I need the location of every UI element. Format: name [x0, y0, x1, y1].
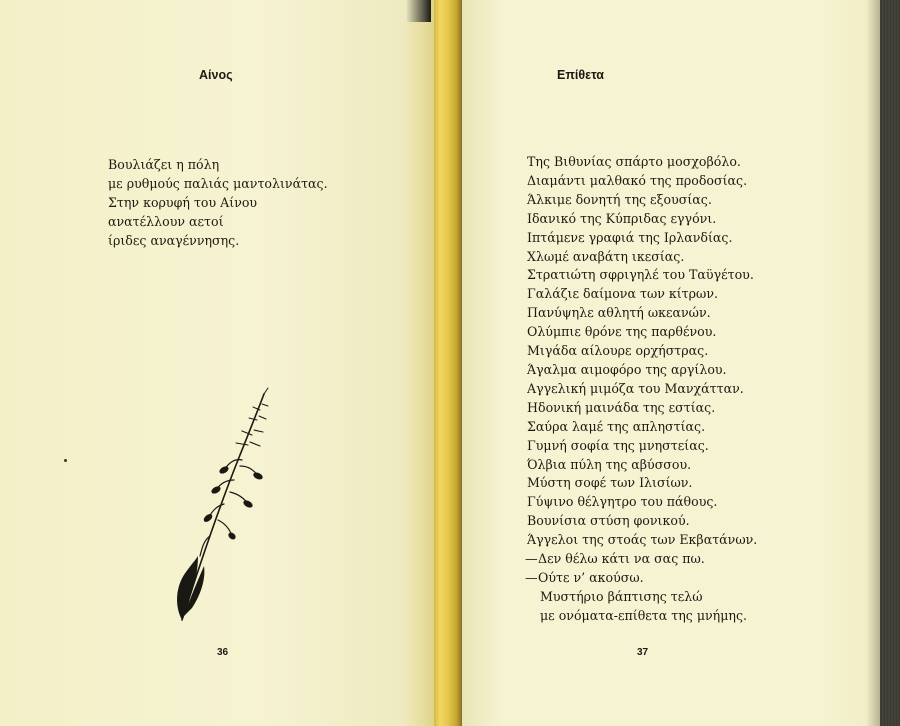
poem-line: Άλκιμε δονητή της εξουσίας. [527, 191, 712, 207]
closing-text: Μυστήριο βάπτισης τελώ [540, 588, 703, 604]
poem-line: ίριδες αναγέννησης. [108, 232, 240, 248]
poem-line: Σαύρα λαμέ της απληστίας. [527, 418, 706, 434]
poem-line: Ολύμπιε θρόνε της παρθένου. [527, 324, 717, 340]
dialogue-line [527, 569, 757, 588]
right-poem [527, 153, 757, 626]
ink-speck [64, 459, 67, 462]
book-spine [434, 0, 464, 726]
poem-line: Πανύψηλε αθλητή ωκεανών. [527, 305, 711, 321]
poem-line: Ηδονική μαινάδα της εστίας. [527, 399, 716, 415]
poem-line: Γύψινο θέλγητρο του πάθους. [527, 494, 718, 510]
page-stack-edge [880, 0, 900, 726]
poem-line: Στην κορυφή του Αίνου [108, 194, 258, 210]
right-page-title: Επίθετα [557, 68, 604, 82]
left-poem [108, 156, 328, 251]
closing-text: με ονόματα-επίθετα της μνήμης. [540, 607, 748, 623]
closing-line [527, 588, 757, 607]
dialogue-line [527, 550, 757, 569]
poem-line: Γυμνή σοφία της μνηστείας. [527, 437, 709, 453]
plant-sprig-drawing [168, 380, 278, 630]
dialogue-dash: — [525, 551, 538, 567]
poem-line: Στρατιώτη σφριγηλέ του Ταϋγέτου. [527, 267, 754, 283]
poem-line: Της Βιθυνίας σπάρτο μοσχοβόλο. [527, 154, 741, 169]
poem-line: Ιπτάμενε γραφιά της Ιρλανδίας. [527, 229, 733, 245]
gutter-corner-shadow [405, 0, 431, 22]
poem-line: Μιγάδα αίλουρε ορχήστρας. [527, 343, 709, 359]
poem-line: με ρυθμούς παλιάς μαντολινάτας. [108, 175, 328, 191]
poem-line: Χλωμέ αναβάτη ικεσίας. [527, 248, 685, 264]
dialogue-dash: — [525, 569, 538, 585]
left-page [0, 0, 433, 726]
poem-line: Βουνίσια στύση φονικού. [527, 513, 690, 529]
poem-line: Ιδανικό της Κύπριδας εγγόνι. [527, 210, 717, 226]
poem-line: Γαλάζιε δαίμονα των κίτρων. [527, 286, 718, 302]
poem-line: Βουλιάζει η πόλη [108, 157, 220, 172]
right-page-number: 37 [637, 647, 649, 658]
poem-line: Όλβια πύλη της αβύσσου. [527, 456, 692, 472]
poem-line: Διαμάντι μαλθακό της προδοσίας. [527, 172, 748, 188]
left-page-number: 36 [217, 647, 229, 658]
dialogue-text: Δεν θέλω κάτι να σας πω. [538, 551, 705, 567]
poem-line: ανατέλλουν αετοί [108, 213, 224, 229]
left-page-title: Αίνος [199, 68, 233, 82]
poem-line: Άγγελοι της στοάς των Εκβατάνων. [527, 532, 758, 548]
dialogue-text: Ούτε ν’ ακούσω. [538, 569, 644, 585]
poem-line: Αγγελική μιμόζα του Μανχάτταν. [527, 380, 744, 396]
closing-line [527, 607, 757, 626]
poem-line: Μύστη σοφέ των Ιλισίων. [527, 475, 693, 491]
poem-line: Άγαλμα αιμοφόρο της αργίλου. [527, 361, 727, 377]
